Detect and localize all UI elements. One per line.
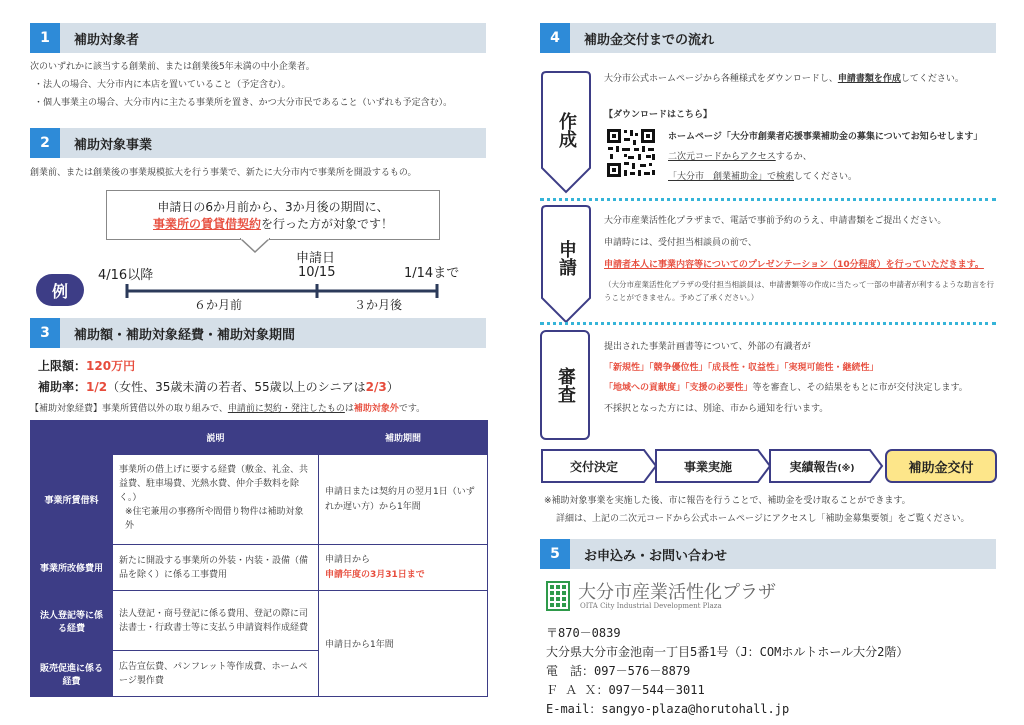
flow-note-1: ※補助対象事業を実施した後、市に報告を行うことで、補助金を受け取ることができます。	[544, 496, 911, 506]
step-apply-note: （大分市産業活性化プラザの受付担当相談員は、申請書類等の作成に当たって一部の申請者が利するような助言を行うことができません。予めご了承ください。）	[604, 280, 994, 302]
row-header: 事業所賃借料	[31, 455, 113, 545]
row-period: 申請日から1年間	[319, 591, 488, 697]
table-row	[31, 545, 488, 591]
section-2-header	[30, 128, 486, 158]
timeline-mid-date: 10/15	[298, 265, 336, 280]
step-review-line-1: 提出された事業計画書等について、外部の有識者が	[604, 342, 811, 352]
eligibility-item-individual: ・個人事業主の場合、大分市内に主たる事業所を置き、かつ大分市民であること（いずれも予定含む）。	[34, 98, 453, 108]
timeline-mid-label: 申請日	[296, 251, 336, 266]
section-number: 3	[30, 318, 60, 348]
flow-note-2: 詳細は、上記の二次元コードから公式ホームページにアクセスし「補助金募集要領」をご覧ください。	[556, 514, 970, 524]
step-review-box: 審査	[540, 330, 590, 440]
step-review-line-3: 不採択となった方には、別途、市から通知を行います。	[604, 404, 829, 414]
timeline-end-date: 1/14まで	[404, 266, 460, 281]
flow-report: 実績報告(※)	[789, 460, 855, 474]
section-1-header	[30, 23, 486, 53]
cost-table	[30, 420, 488, 697]
row-header: 販売促進に係る経費	[31, 651, 113, 697]
row-desc: 新たに開設する事業所の外装・内装・設備（備品を除く）に係る工事費用	[113, 545, 319, 591]
row-desc: 広告宣伝費、パンフレット等作成費、ホームページ製作費	[113, 651, 319, 697]
qr-access-text: 二次元コードからアクセスするか、	[668, 152, 812, 162]
bubble-tail	[240, 238, 270, 254]
row-period: 申請日から 申請年度の3月31日まで	[319, 545, 488, 591]
timeline-start-date: 4/16以降	[98, 268, 154, 283]
section-title: 補助対象者	[74, 32, 140, 48]
step-apply-line-2: 申請時には、受付担当相談員の前で、	[604, 238, 757, 248]
section-number: 1	[30, 23, 60, 53]
download-label: 【ダウンロードはこちら】	[604, 110, 713, 120]
speech-bubble	[106, 190, 440, 240]
step-review-criteria-1: 「新規性」「競争優位性」「成長性・収益性」「実現可能性・継続性」	[604, 363, 879, 373]
section-title: 補助金交付までの流れ	[584, 32, 715, 48]
section-number: 5	[540, 539, 570, 569]
section-4-header	[540, 23, 996, 53]
step-apply-line-1: 大分市産業活性化プラザまで、電話で事前予約のうえ、申請書類をご提出ください。	[604, 216, 947, 226]
step-apply-label: 申請	[556, 240, 577, 276]
section-title: 補助対象事業	[74, 137, 153, 153]
row-header: 法人登記等に係る経費	[31, 591, 113, 651]
subsidy-rate-value: 1/2	[86, 380, 108, 394]
subsidy-limit: 上限額：120万円	[38, 359, 136, 373]
row-period: 申請日または契約月の翌月1日（いずれか遅い方）から1年間	[319, 455, 488, 545]
step-apply-presentation: 申請者本人に事業内容等についてのプレゼンテーション（10分程度）を行っていただきます。	[604, 260, 984, 270]
section-5-header	[540, 539, 996, 569]
org-name-en: OITA City Industrial Development Plaza	[580, 602, 722, 610]
col-header-desc: 説明	[113, 421, 319, 455]
project-description: 創業前、または創業後の事業規模拡大を行う事業で、新たに大分市内で事業所を開設するもの。	[30, 168, 417, 178]
col-header-period: 補助期間	[319, 421, 488, 455]
section-title: お申込み・お問い合わせ	[584, 548, 728, 564]
step-review-criteria-2: 「地域への貢献度」「支援の必要性」等を審査し、その結果をもとに市が交付決定します。	[604, 383, 968, 393]
section-number: 4	[540, 23, 570, 53]
row-header: 事業所改修費用	[31, 545, 113, 591]
bubble-line-1: 申請日の6か月前から、3か月後の期間に、	[157, 200, 389, 214]
step-create-label: 作成	[556, 112, 577, 148]
contact-fax: Ｆ Ａ Ｘ：097－544－3011	[546, 683, 705, 697]
section-title: 補助額・補助対象経費・補助対象期間	[74, 327, 296, 343]
flow-implementation: 事業実施	[683, 460, 732, 474]
flow-payment: 補助金交付	[908, 461, 974, 476]
table-row	[31, 591, 488, 651]
row-desc: 法人登記・商号登記に係る費用、登記の際に司法書士・行政書士等に支払う申請資料作成経費	[113, 591, 319, 651]
eligibility-intro: 次のいずれかに該当する創業前、または創業後5年未満の中小企業者。	[30, 62, 315, 72]
table-corner	[31, 421, 113, 455]
contact-email[interactable]: E-mail：sangyo-plaza@horutohall.jp	[546, 702, 790, 716]
section-3-header	[30, 318, 486, 348]
section-number: 2	[30, 128, 60, 158]
contact-zip: 〒870－0839	[546, 626, 621, 640]
plaza-logo-icon	[546, 581, 570, 611]
row-desc: 事業所の借上げに要する経費（敷金、礼金、共益費、駐車場費、光熱水費、仲介手数料を除く。） ※住宅兼用の事務所や間借り物件は補助対象外	[113, 455, 319, 545]
cost-note: 【補助対象経費】事業所賃借以外の取り組みで、申請前に契約・発注したものは補助対象外です。	[30, 404, 426, 414]
contact-tel: 電 話：097－576－8879	[546, 664, 691, 678]
homepage-label: ホームページ「大分市創業者応援事業補助金の募集についてお知らせします」	[668, 132, 983, 142]
qr-code-icon[interactable]	[606, 128, 656, 178]
table-row	[31, 455, 488, 545]
example-badge: 例	[36, 274, 84, 306]
divider	[540, 198, 996, 201]
subsidy-rate: 補助率：1/2（女性、35歳未満の若者、55歳以上のシニアは2/3）	[38, 380, 399, 394]
bubble-line-2: 事業所の賃貸借契約を行った方が対象です！	[152, 217, 394, 231]
flow-decision: 交付決定	[569, 460, 618, 474]
search-text: 「大分市 創業補助金」で検索してください。	[668, 172, 858, 182]
timeline-after-span: ３か月後	[354, 298, 403, 312]
step-create-text: 大分市公式ホームページから各種様式をダウンロードし、申請書類を作成してください。	[604, 74, 964, 84]
subsidy-limit-value: 120万円	[86, 359, 136, 373]
eligibility-item-corp: ・法人の場合、大分市内に本店を置いていること（予定含む）。	[34, 80, 291, 90]
timeline-before-span: ６か月前	[194, 298, 243, 312]
contact-address: 大分県大分市金池南一丁目5番1号（J：COMホルトホール大分2階）	[546, 645, 909, 659]
table-header-row	[31, 421, 488, 455]
bubble-highlight: 事業所の賃貸借契約	[152, 217, 261, 231]
divider	[540, 322, 996, 325]
org-name: 大分市産業活性化プラザ	[578, 582, 776, 603]
